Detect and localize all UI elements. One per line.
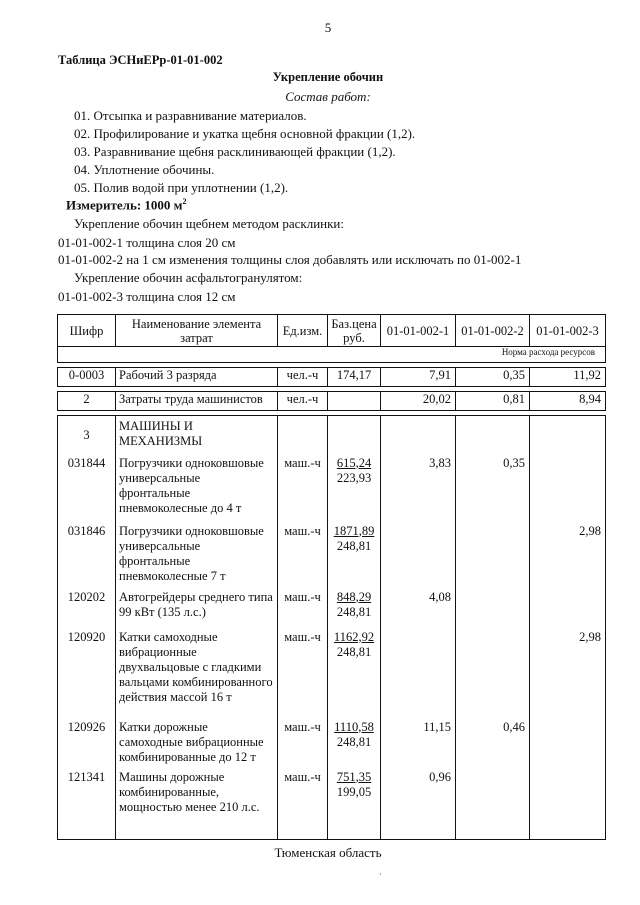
col-header-name: Наименование элемента затрат — [116, 315, 278, 347]
row-name: Катки дорожные самоходные вибрационные комбинированные до 12 т — [116, 720, 278, 770]
row-norm-3 — [530, 770, 606, 840]
table-row — [58, 392, 606, 411]
row-norm-1: 7,91 — [381, 368, 456, 387]
row-norm-2 — [456, 590, 530, 630]
measure-label: Измеритель: 1000 м — [66, 197, 183, 213]
row-unit: маш.-ч — [278, 720, 328, 770]
row-unit: чел.-ч — [278, 392, 328, 411]
row-norm-3: 11,92 — [530, 368, 606, 387]
row-norm-1: 20,02 — [381, 392, 456, 411]
method-intro: Укрепление обочин щебнем методом расклинки: — [74, 216, 344, 231]
row-norm-3 — [530, 456, 606, 524]
code-line: 01-01-002-1 толщина слоя 20 см — [58, 235, 236, 250]
section-heading: Укрепление обочин — [272, 70, 384, 84]
row-price — [328, 392, 381, 411]
section-row — [58, 416, 606, 456]
row-norm-3: 8,94 — [530, 392, 606, 411]
row-name: Погрузчики одноковшовые универсальные фронтальные пневмоколесные 7 т — [116, 524, 278, 590]
row-unit: маш.-ч — [278, 524, 328, 590]
col-header-price: Баз.цена руб. — [328, 315, 381, 347]
row-price-salary: 248,81 — [336, 734, 372, 749]
col-header-norm-3: 01-01-002-3 — [530, 315, 606, 347]
row-name: Погрузчики одноковшовые универсальные фронтальные пневмоколесные до 4 т — [116, 456, 278, 524]
page-number: 5 — [324, 20, 332, 35]
code-line: 01-01-002-2 на 1 см изменения толщины слоя добавлять или исключать по 01-002-1 — [58, 252, 522, 267]
table-row — [58, 456, 606, 524]
row-price-salary: 223,93 — [336, 470, 372, 485]
work-item: 01. Отсыпка и разравнивание материалов. — [74, 108, 307, 123]
row-price: 751,35 — [336, 769, 372, 784]
row-unit: маш.-ч — [278, 630, 328, 720]
footer-mark: · — [379, 870, 382, 879]
row-name: Машины дорожные комбинированные, мощностью менее 210 л.с. — [116, 770, 278, 840]
resource-table — [57, 314, 606, 840]
measure-unit — [66, 197, 187, 213]
row-code: 120920 — [58, 630, 116, 720]
row-unit: чел.-ч — [278, 368, 328, 387]
row-norm-1: 4,08 — [381, 590, 456, 630]
work-item: 02. Профилирование и укатка щебня основной фракции (1,2). — [74, 126, 416, 141]
row-norm-2: 0,81 — [456, 392, 530, 411]
row-norm-2 — [456, 630, 530, 720]
row-norm-2: 0,35 — [456, 368, 530, 387]
row-norm-2: 0,46 — [456, 720, 530, 770]
row-code: 121341 — [58, 770, 116, 840]
table-row — [58, 770, 606, 840]
row-norm-1 — [381, 630, 456, 720]
row-price: 1871,89 — [333, 523, 375, 538]
row-price: 1110,58 — [334, 719, 374, 734]
row-norm-2 — [456, 524, 530, 590]
row-code: 2 — [58, 392, 116, 411]
row-price-salary: 248,81 — [336, 644, 372, 659]
row-name: Рабочий 3 разряда — [116, 368, 278, 387]
row-unit: маш.-ч — [278, 456, 328, 524]
row-norm-1: 3,83 — [381, 456, 456, 524]
col-header-norm-1: 01-01-002-1 — [381, 315, 456, 347]
measure-exponent: 2 — [182, 197, 187, 206]
table-row — [58, 524, 606, 590]
col-header-norm-2: 01-01-002-2 — [456, 315, 530, 347]
row-price-salary: 248,81 — [336, 538, 372, 553]
footer-region: Тюменская область — [274, 845, 382, 860]
row-code: 120926 — [58, 720, 116, 770]
row-price: 174,17 — [328, 368, 381, 387]
work-item: 04. Уплотнение обочины. — [74, 162, 215, 177]
work-item: 05. Полив водой при уплотнении (1,2). — [74, 180, 289, 195]
row-name: Автогрейдеры среднего типа 99 кВт (135 л.с.) — [116, 590, 278, 630]
section-code: 3 — [58, 416, 116, 456]
row-price-salary: 248,81 — [336, 604, 372, 619]
row-unit: маш.-ч — [278, 770, 328, 840]
row-norm-3: 2,98 — [530, 524, 606, 590]
row-price-salary: 199,05 — [336, 784, 372, 799]
code-line: 01-01-002-3 толщина слоя 12 см — [58, 289, 236, 304]
row-norm-2: 0,35 — [456, 456, 530, 524]
work-item: 03. Разравнивание щебня расклинивающей фракции (1,2). — [74, 144, 396, 159]
col-header-code: Шифр — [58, 315, 116, 347]
col-header-unit: Ед.изм. — [278, 315, 328, 347]
row-norm-3: 2,98 — [530, 630, 606, 720]
row-norm-2 — [456, 770, 530, 840]
row-code: 031844 — [58, 456, 116, 524]
row-price: 848,29 — [336, 589, 372, 604]
row-norm-1: 0,96 — [381, 770, 456, 840]
method-intro: Укрепление обочин асфальтогранулятом: — [74, 270, 303, 285]
section-name: МАШИНЫ И МЕХАНИЗМЫ — [116, 416, 278, 456]
row-name: Затраты труда машинистов — [116, 392, 278, 411]
table-row — [58, 368, 606, 387]
row-price: 1162,92 — [333, 629, 375, 644]
row-name: Катки самоходные вибрационные двухвальцовые с гладкими вальцами комбинированного действия массой 16 т — [116, 630, 278, 720]
table-row — [58, 630, 606, 720]
row-code: 120202 — [58, 590, 116, 630]
norm-note: Норма расхода ресурсов — [58, 347, 606, 363]
row-price: 615,24 — [336, 455, 372, 470]
row-unit: маш.-ч — [278, 590, 328, 630]
table-row — [58, 720, 606, 770]
section-subheading: Состав работ: — [285, 89, 371, 104]
table-label: Таблица ЭСНиЕРр-01-01-002 — [58, 53, 223, 67]
table-row — [58, 590, 606, 630]
row-code: 0-0003 — [58, 368, 116, 387]
row-norm-3 — [530, 720, 606, 770]
row-norm-1 — [381, 524, 456, 590]
row-code: 031846 — [58, 524, 116, 590]
header-row — [58, 315, 606, 347]
row-norm-1: 11,15 — [381, 720, 456, 770]
row-norm-3 — [530, 590, 606, 630]
